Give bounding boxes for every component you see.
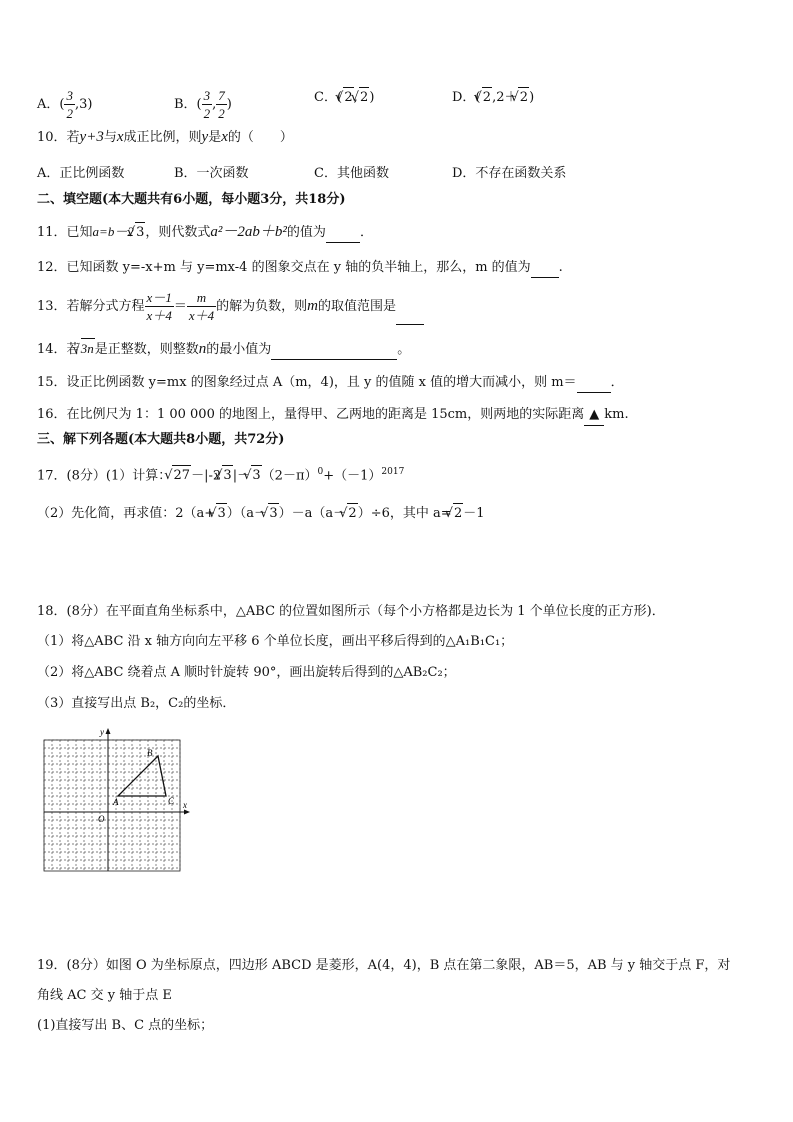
question-18-part-2: （2）将△ABC 绕着点 A 顺时针旋转 90°，画出旋转后得到的△AB₂C₂； [37,665,456,680]
option-b: B．( $\frac{3}{2}$ , $\frac{7}{2}$ ) [174,88,232,121]
question-10: 10．若y+3与x成正比例，则y是x的（ ） [37,129,293,145]
question-13: 13．若解分式方程 $\frac{x-1}{x+4}$ ＝ $\frac{m}{x+4}$ 的解为负数，则m的取值范围是 [37,288,424,325]
section-3-heading: 三、解下列各题(本大题共8小题，共72分) [37,432,285,447]
point-label-a: A [113,797,119,807]
question-19-line-3: (1)直接写出 B、C 点的坐标； [37,1018,214,1033]
question-19-line-2: 角线 AC 交 y 轴于点 E [37,988,172,1003]
point-label-b: B [147,748,153,758]
question-14: 14．若√ 3n是正整数，则整数n的最小值为 。 [37,338,410,360]
section-2-heading: 二、填空题(本大题共有6小题，每小题3分，共18分) [37,192,346,207]
option-c: C．(√ 2,√ 2) [314,87,374,108]
grid-lines [44,740,180,871]
question-17-part-1: 17．(8分）(1）计算：√ 27－|-2√ 3|－√ $3(2-\pi)^0+(-1)^{2017}$ [37,462,404,486]
axis-label-y: y [100,727,104,737]
triangle-abc [118,756,166,796]
point-label-c: C [168,796,175,806]
y-axis-arrow-icon [106,728,111,734]
q10-option-c: C．其他函数 [314,166,389,181]
q10-option-b: B．一次函数 [174,166,249,181]
question-11: 11．已知a=b－2√ 3，则代数式a²－2ab＋b²的值为 ． [37,222,373,243]
q10-option-a: A．正比例函数 [37,166,125,181]
question-16: 16．在比例尺为 1：1 00 000 的地图上，量得甲、乙两地的距离是 15cm，则两地的实际距离 ▲ km. [37,405,629,426]
q10-option-d: D．不存在函数关系 [452,166,567,181]
question-18-part-1: （1）将△ABC 沿 x 轴方向向左平移 6 个单位长度，画出平移后得到的△A₁B₁C₁； [37,634,514,649]
coordinate-grid-figure [40,726,195,880]
origin-label: O [98,814,105,824]
answer-placeholder-mark: ▲ [584,405,604,426]
x-axis-arrow-icon [184,810,190,815]
option-a: A．( $\frac{3}{2}$ ,3) [37,88,93,121]
grid-border [44,740,180,871]
question-17-part-2: （2）先化简，再求值：2（a+√ 3）（a－√ 3）－a（a－√ 2）÷6，其中 a=√ 2－1 [37,503,485,524]
question-12: 12．已知函数 y=-x+m 与 y=mx-4 的图象交点在 y 轴的负半轴上，那么，m 的值为 . [37,258,563,278]
question-18-part-3: （3）直接写出点 B₂，C₂的坐标． [37,696,236,711]
option-d: D．(√ 2,2＋√ 2) [452,87,534,108]
question-18-stem: 18．(8分）在平面直角坐标系中，△ABC 的位置如图所示（每个小方格都是边长为 1 个单位长度的正方形)． [37,604,665,619]
axis-label-x: x [183,800,187,810]
question-15: 15．设正比例函数 y=mx 的图象经过点 A（m，4)，且 y 的值随 x 值的增大而减小，则 m＝ ． [37,373,624,393]
question-19-line-1: 19．(8分）如图 O 为坐标原点，四边形 ABCD 是菱形，A(4，4)，B 点在第二象限，AB＝5，AB 与 y 轴交于点 F，对 [37,958,731,973]
